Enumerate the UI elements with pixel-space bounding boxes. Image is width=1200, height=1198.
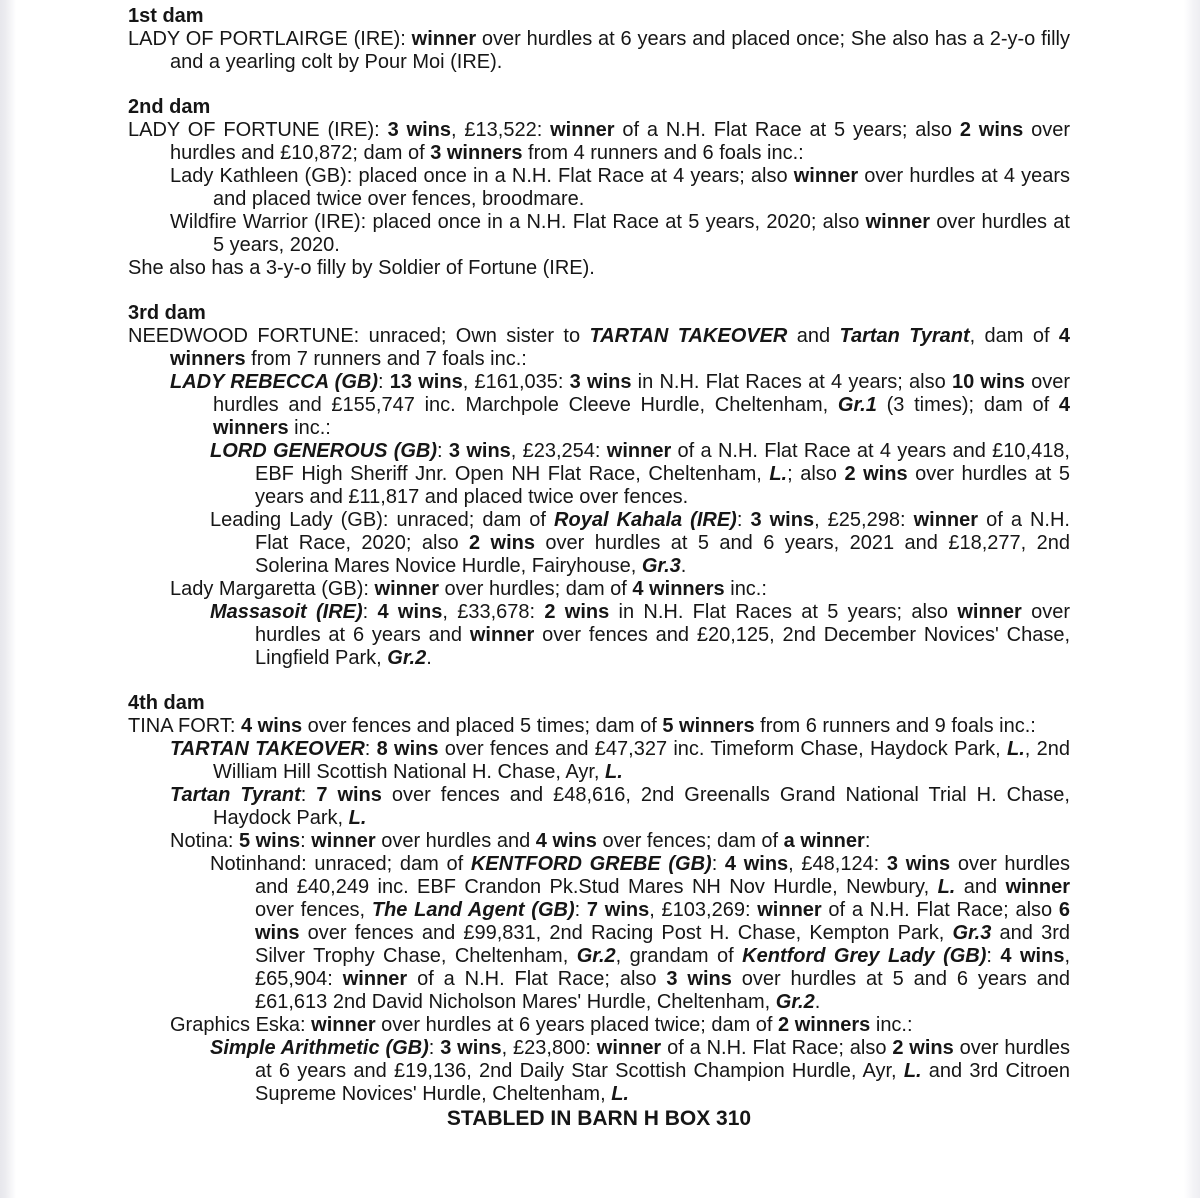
pedigree-paragraph bbox=[128, 1014, 1070, 1037]
wins-highlight: 4 wins bbox=[535, 830, 597, 852]
wins-highlight: winner bbox=[311, 830, 376, 852]
pedigree-paragraph bbox=[128, 1037, 1070, 1106]
pedigree-paragraph bbox=[128, 440, 1070, 509]
pedigree-text: and bbox=[955, 876, 1006, 898]
wins-highlight: 3 wins bbox=[886, 853, 951, 875]
pedigree-text: , 2nd William Hill Scottish National H. Chase, Ayr, bbox=[213, 738, 1070, 783]
pedigree-text: in N.H. Flat Races at 4 years; also bbox=[631, 371, 952, 393]
wins-highlight: 2 wins bbox=[959, 119, 1024, 141]
pedigree-paragraph bbox=[128, 738, 1070, 784]
pedigree-paragraph bbox=[128, 830, 1070, 853]
wins-highlight: 5 wins bbox=[238, 830, 301, 852]
wins-highlight: 7 wins bbox=[316, 784, 382, 806]
wins-highlight: winner bbox=[793, 165, 859, 187]
pedigree-text: NEEDWOOD FORTUNE: unraced; Own sister to bbox=[128, 325, 590, 347]
pedigree-text: TINA FORT: bbox=[128, 715, 241, 737]
pedigree-text: . bbox=[426, 647, 432, 669]
wins-highlight: 4 winners bbox=[213, 394, 1071, 439]
pedigree-text: , dam of bbox=[969, 325, 1059, 347]
wins-highlight: winner bbox=[469, 624, 535, 646]
pedigree-text: , £65,904: bbox=[255, 945, 1071, 990]
wins-highlight: winner bbox=[596, 1037, 662, 1059]
pedigree-content bbox=[128, 5, 1070, 1130]
wins-highlight: 4 wins bbox=[724, 853, 789, 875]
wins-highlight: 2 wins bbox=[544, 601, 610, 623]
pedigree-paragraph bbox=[128, 853, 1070, 1014]
pedigree-text: over hurdles at 5 and 6 years, 2021 and £18,277, 2nd Solerina Mares Novice Hurdle, Fairyhouse, bbox=[255, 532, 1070, 577]
pedigree-text: over fences and £99,831, 2nd Racing Post H. Chase, Kempton Park, bbox=[299, 922, 953, 944]
dam-section-heading: 2nd dam bbox=[128, 96, 211, 118]
pedigree-text: inc.: bbox=[870, 1014, 913, 1036]
wins-highlight: 6 wins bbox=[255, 899, 1070, 944]
pedigree-paragraph bbox=[128, 715, 1070, 738]
horse-name-or-grade: KENTFORD GREBE (GB) bbox=[470, 853, 712, 875]
pedigree-paragraph bbox=[128, 119, 1070, 165]
dam-section-heading: 1st dam bbox=[128, 5, 204, 27]
pedigree-text: LADY OF PORTLAIRGE (IRE): bbox=[128, 28, 412, 50]
horse-name-or-grade: Gr.3 bbox=[952, 922, 992, 944]
horse-name-or-grade: Gr.3 bbox=[641, 555, 681, 577]
wins-highlight: 3 wins bbox=[666, 968, 732, 990]
pedigree-text: : bbox=[986, 945, 1001, 967]
pedigree-paragraph bbox=[128, 371, 1070, 440]
pedigree-text: over hurdles at 6 years and placed once; She also has a 2-y-o filly and a yearling colt by Pour Moi (IRE). bbox=[170, 28, 1070, 73]
horse-name-or-grade: TARTAN TAKEOVER bbox=[589, 325, 788, 347]
pedigree-text: over hurdles at 5 and 6 years and £61,613 2nd David Nicholson Mares' Hurdle, Cheltenham, bbox=[255, 968, 1070, 1013]
wins-highlight: 2 wins bbox=[844, 463, 908, 485]
pedigree-text: of a N.H. Flat Race, 2020; also bbox=[255, 509, 1070, 554]
horse-name-or-grade: Massasoit (IRE) bbox=[210, 601, 363, 623]
wins-highlight: 4 wins bbox=[1000, 945, 1065, 967]
horse-name-or-grade: L. bbox=[348, 807, 367, 829]
horse-name-or-grade: Gr.2 bbox=[576, 945, 616, 967]
wins-highlight: 3 wins bbox=[387, 119, 451, 141]
horse-name-or-grade: L. bbox=[611, 1083, 629, 1105]
wins-highlight: 3 wins bbox=[440, 1037, 502, 1059]
wins-highlight: winner bbox=[411, 28, 477, 50]
dam-section-heading: 3rd dam bbox=[128, 302, 206, 324]
pedigree-text: Lady Kathleen (GB): placed once in a N.H. Flat Race at 4 years; also bbox=[170, 165, 794, 187]
pedigree-text: Wildfire Warrior (IRE): placed once in a N.H. Flat Race at 5 years, 2020; also bbox=[170, 211, 866, 233]
pedigree-text: in N.H. Flat Races at 5 years; also bbox=[609, 601, 958, 623]
wins-highlight: winner bbox=[1005, 876, 1071, 898]
wins-highlight: winner bbox=[606, 440, 672, 462]
wins-highlight: winner bbox=[342, 968, 408, 990]
pedigree-text: over hurdles and £155,747 inc. Marchpole Cleeve Hurdle, Cheltenham, bbox=[213, 371, 1070, 416]
wins-highlight: 3 wins bbox=[750, 509, 815, 531]
pedigree-text: over fences and placed 5 times; dam of bbox=[302, 715, 663, 737]
horse-name-or-grade: L. bbox=[1007, 738, 1025, 760]
pedigree-text: of a N.H. Flat Race at 5 years; also bbox=[614, 119, 960, 141]
pedigree-text: inc.: bbox=[288, 417, 331, 439]
wins-highlight: 2 wins bbox=[892, 1037, 954, 1059]
wins-highlight: 13 wins bbox=[389, 371, 463, 393]
pedigree-text: from 6 runners and 9 foals inc.: bbox=[754, 715, 1036, 737]
wins-highlight: winner bbox=[865, 211, 931, 233]
pedigree-paragraph bbox=[128, 325, 1070, 371]
pedigree-text: over fences and £20,125, 2nd December Novices' Chase, Lingfield Park, bbox=[255, 624, 1070, 669]
wins-highlight: 7 wins bbox=[586, 899, 650, 921]
wins-highlight: 4 winners bbox=[170, 325, 1070, 370]
wins-highlight: 4 wins bbox=[377, 601, 443, 623]
wins-highlight: 3 wins bbox=[448, 440, 511, 462]
pedigree-text: . bbox=[814, 991, 821, 1013]
pedigree-paragraph bbox=[128, 28, 1070, 74]
pedigree-text: , £23,800: bbox=[501, 1037, 597, 1059]
pedigree-text: Lady Margaretta (GB): bbox=[170, 578, 375, 600]
wins-highlight: 8 wins bbox=[376, 738, 439, 760]
horse-name-or-grade: Gr.1 bbox=[837, 394, 877, 416]
pedigree-text: from 7 runners and 7 foals inc.: bbox=[245, 348, 527, 370]
wins-highlight: 2 wins bbox=[469, 532, 536, 554]
pedigree-text: Notina: bbox=[170, 830, 239, 852]
pedigree-text: : bbox=[300, 830, 312, 852]
pedigree-text: , £23,254: bbox=[510, 440, 607, 462]
pedigree-text: over hurdles and bbox=[375, 830, 536, 852]
pedigree-paragraph bbox=[128, 784, 1070, 830]
horse-name-or-grade: L. bbox=[937, 876, 956, 898]
horse-name-or-grade: L. bbox=[604, 761, 623, 783]
wins-highlight: 4 wins bbox=[240, 715, 303, 737]
pedigree-text: She also has a 3-y-o filly by Soldier of Fortune (IRE). bbox=[128, 257, 595, 279]
horse-name-or-grade: LORD GENEROUS (GB) bbox=[210, 440, 438, 462]
horse-name-or-grade: LADY REBECCA (GB) bbox=[170, 371, 378, 393]
pedigree-text: , grandam of bbox=[615, 945, 743, 967]
wins-highlight: a winner bbox=[783, 830, 865, 852]
pedigree-text: over hurdles at 4 years and placed twice over fences, broodmare. bbox=[213, 165, 1070, 210]
horse-name-or-grade: Tartan Tyrant bbox=[170, 784, 301, 806]
wins-highlight: 10 wins bbox=[951, 371, 1025, 393]
dam-section bbox=[128, 96, 1070, 280]
pedigree-paragraph bbox=[128, 509, 1070, 578]
pedigree-text: over hurdles and £40,249 inc. EBF Crandon Pk.Stud Mares NH Nov Hurdle, Newbury, bbox=[255, 853, 1070, 898]
pedigree-paragraph bbox=[128, 257, 1070, 280]
page-edge-left bbox=[0, 0, 16, 1198]
pedigree-text: inc.: bbox=[724, 578, 767, 600]
pedigree-text: : bbox=[428, 1037, 441, 1059]
pedigree-text: and 3rd Silver Trophy Chase, Cheltenham, bbox=[255, 922, 1070, 967]
horse-name-or-grade: TARTAN TAKEOVER bbox=[170, 738, 365, 760]
wins-highlight: winner bbox=[913, 509, 979, 531]
pedigree-text: , £161,035: bbox=[462, 371, 570, 393]
wins-highlight: 5 winners bbox=[662, 715, 755, 737]
horse-name-or-grade: L. bbox=[769, 463, 788, 485]
dam-section bbox=[128, 302, 1070, 670]
pedigree-text: : bbox=[362, 601, 378, 623]
pedigree-sections bbox=[128, 5, 1070, 1106]
pedigree-text: of a N.H. Flat Race; also bbox=[821, 899, 1059, 921]
pedigree-text: : bbox=[864, 830, 871, 852]
pedigree-text: over fences and £48,616, 2nd Greenalls Grand National Trial H. Chase, Haydock Park, bbox=[213, 784, 1070, 829]
pedigree-text: over hurdles at 6 years and bbox=[255, 601, 1070, 646]
pedigree-text: LADY OF FORTUNE (IRE): bbox=[128, 119, 388, 141]
pedigree-text: from 4 runners and 6 foals inc.: bbox=[522, 142, 804, 164]
horse-name-or-grade: Gr.2 bbox=[775, 991, 815, 1013]
page-edge-right bbox=[1184, 0, 1200, 1198]
pedigree-text: : bbox=[574, 899, 587, 921]
horse-name-or-grade: Tartan Tyrant bbox=[839, 325, 970, 347]
pedigree-text: (3 times); dam of bbox=[876, 394, 1059, 416]
pedigree-text: : bbox=[364, 738, 377, 760]
pedigree-text: : bbox=[437, 440, 449, 462]
wins-highlight: 4 winners bbox=[632, 578, 725, 600]
pedigree-text: over fences, bbox=[255, 899, 372, 921]
pedigree-text: : bbox=[736, 509, 751, 531]
pedigree-paragraph bbox=[128, 165, 1070, 211]
pedigree-text: Notinhand: unraced; dam of bbox=[210, 853, 471, 875]
wins-highlight: winner bbox=[757, 899, 822, 921]
horse-name-or-grade: Royal Kahala (IRE) bbox=[554, 509, 737, 531]
pedigree-text: , £48,124: bbox=[788, 853, 887, 875]
pedigree-text: over hurdles at 6 years placed twice; dam of bbox=[375, 1014, 779, 1036]
horse-name-or-grade: L. bbox=[903, 1060, 922, 1082]
horse-name-or-grade: The Land Agent (GB) bbox=[371, 899, 575, 921]
pedigree-text: . bbox=[680, 555, 687, 577]
wins-highlight: 3 wins bbox=[569, 371, 632, 393]
pedigree-text: over hurdles at 5 years and £11,817 and placed twice over fences. bbox=[255, 463, 1071, 508]
wins-highlight: winner bbox=[311, 1014, 376, 1036]
wins-highlight: winner bbox=[550, 119, 615, 141]
pedigree-text: , £103,269: bbox=[649, 899, 758, 921]
wins-highlight: 2 winners bbox=[778, 1014, 871, 1036]
wins-highlight: winner bbox=[957, 601, 1022, 623]
pedigree-text: and 3rd Citroen Supreme Novices' Hurdle, Cheltenham, bbox=[255, 1060, 1070, 1105]
dam-section-heading: 4th dam bbox=[128, 692, 205, 714]
pedigree-text: over fences and £47,327 inc. Timeform Chase, Haydock Park, bbox=[438, 738, 1008, 760]
pedigree-text: of a N.H. Flat Race; also bbox=[407, 968, 667, 990]
pedigree-paragraph bbox=[128, 578, 1070, 601]
horse-name-or-grade: Gr.2 bbox=[387, 647, 427, 669]
pedigree-text: , £33,678: bbox=[442, 601, 545, 623]
wins-highlight: winner bbox=[374, 578, 439, 600]
pedigree-text: of a N.H. Flat Race at 4 years and £10,418, EBF High Sheriff Jnr. Open NH Flat Race, Cheltenham, bbox=[255, 440, 1070, 485]
pedigree-text: Graphics Eska: bbox=[170, 1014, 312, 1036]
pedigree-text: , £25,298: bbox=[814, 509, 914, 531]
horse-name-or-grade: Simple Arithmetic (GB) bbox=[210, 1037, 429, 1059]
dam-section bbox=[128, 692, 1070, 1106]
pedigree-text: Leading Lady (GB): unraced; dam of bbox=[210, 509, 555, 531]
pedigree-text: over hurdles; dam of bbox=[438, 578, 633, 600]
pedigree-text: of a N.H. Flat Race; also bbox=[661, 1037, 893, 1059]
pedigree-text: over hurdles at 5 years, 2020. bbox=[213, 211, 1070, 256]
pedigree-paragraph bbox=[128, 211, 1070, 257]
pedigree-text: : bbox=[300, 784, 317, 806]
pedigree-text: and bbox=[787, 325, 840, 347]
stabled-location: STABLED IN BARN H BOX 310 bbox=[446, 1107, 752, 1130]
pedigree-text: : bbox=[378, 371, 390, 393]
pedigree-text: : bbox=[711, 853, 725, 875]
dam-section bbox=[128, 5, 1070, 74]
pedigree-text: over hurdles and £10,872; dam of bbox=[170, 119, 1071, 164]
pedigree-text: over hurdles at 6 years and £19,136, 2nd Daily Star Scottish Champion Hurdle, Ayr, bbox=[255, 1037, 1070, 1082]
pedigree-text: , £13,522: bbox=[451, 119, 551, 141]
pedigree-text: ; also bbox=[787, 463, 845, 485]
horse-name-or-grade: Kentford Grey Lady (GB) bbox=[742, 945, 987, 967]
pedigree-paragraph bbox=[128, 601, 1070, 670]
wins-highlight: 3 winners bbox=[430, 142, 523, 164]
pedigree-text: over fences; dam of bbox=[596, 830, 784, 852]
